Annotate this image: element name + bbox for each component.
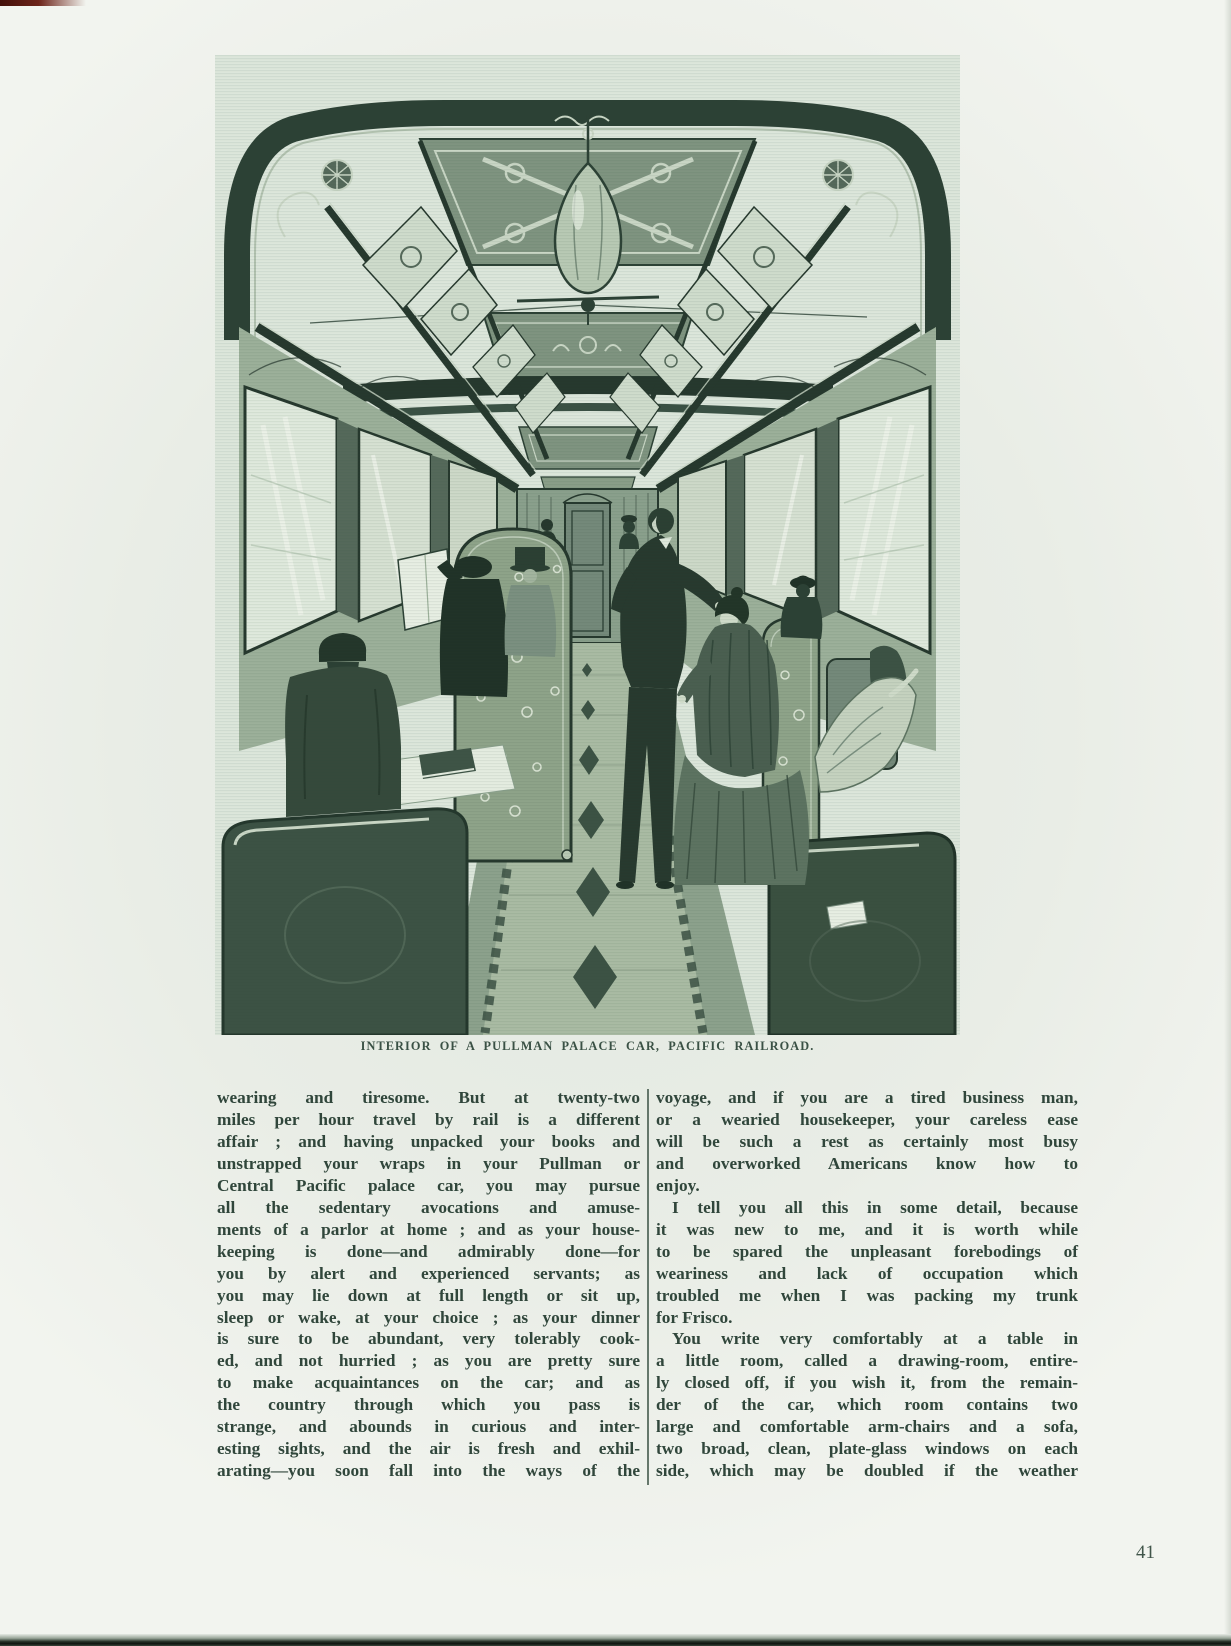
text-line: esting sights, and the air is fresh and exhil- (217, 1439, 640, 1459)
engraving-texture-overlay (215, 55, 960, 1035)
text-line: der of the car, which room contains two (656, 1395, 1078, 1415)
scan-edge-bottom (0, 1634, 1231, 1646)
text-line: arating—you soon fall into the ways of the (217, 1461, 640, 1481)
text-line: sleep or wake, at your choice ; as your dinner (217, 1307, 640, 1327)
text-line: a little room, called a drawing-room, entire- (656, 1351, 1078, 1371)
text-line: ly closed off, if you wish it, from the remain- (656, 1373, 1078, 1393)
text-line: troubled me when I was packing my trunk (656, 1285, 1078, 1305)
column-divider (647, 1089, 649, 1485)
text-line: voyage, and if you are a tired business man, (656, 1088, 1078, 1107)
text-line: weariness and lack of occupation which (656, 1263, 1078, 1283)
text-line: you by alert and experienced servants; as (217, 1263, 640, 1283)
scan-artifact-corner (0, 0, 86, 6)
text-line: to be spared the unpleasant forebodings of (656, 1241, 1078, 1261)
text-line: miles per hour travel by rail is a different (217, 1109, 640, 1129)
page-number: 41 (1136, 1542, 1155, 1563)
text-line: I tell you all this in some detail, because (672, 1197, 1078, 1217)
text-line: for Frisco. (656, 1307, 733, 1327)
text-line: the country through which you pass is (217, 1395, 640, 1415)
text-line: enjoy. (656, 1175, 700, 1195)
text-line: affair ; and having unpacked your books and (217, 1131, 640, 1151)
text-line: it was new to me, and it is worth while (656, 1219, 1078, 1239)
text-line: all the sedentary avocations and amuse- (217, 1197, 640, 1217)
text-line: unstrapped your wraps in your Pullman or (217, 1153, 640, 1173)
text-line: wearing and tiresome. But at twenty-two (217, 1088, 640, 1107)
text-line: and overworked Americans know how to (656, 1153, 1078, 1173)
text-line: is sure to be abundant, very tolerably cook- (217, 1329, 640, 1349)
text-line: keeping is done—and admirably done—for (217, 1241, 640, 1261)
text-line: side, which may be doubled if the weather (656, 1461, 1078, 1481)
text-line: two broad, clean, plate-glass windows on each (656, 1439, 1078, 1459)
text-line: or a wearied housekeeper, your careless ease (656, 1109, 1078, 1129)
illustration-caption: INTERIOR OF A PULLMAN PALACE CAR, PACIFIC RAILROAD. (360, 1039, 815, 1053)
text-line: you may lie down at full length or sit up, (217, 1285, 640, 1305)
text-line: strange, and abounds in curious and inter- (217, 1417, 640, 1437)
text-line: Central Pacific palace car, you may pursue (217, 1175, 640, 1195)
text-line: ments of a parlor at home ; and as your house- (217, 1219, 640, 1239)
text-line: ed, and not hurried ; as you are pretty sure (217, 1351, 640, 1371)
text-line: large and comfortable arm-chairs and a sofa, (656, 1417, 1078, 1437)
engraving-illustration (215, 55, 960, 1035)
text-column-right (656, 1087, 1078, 1482)
text-line: You write very comfortably at a table in (672, 1329, 1078, 1349)
text-line: will be such a rest as certainly most busy (656, 1131, 1078, 1151)
text-line: to make acquaintances on the car; and as (217, 1373, 640, 1393)
text-column-left (217, 1087, 640, 1482)
scan-edge-right (1224, 0, 1231, 1646)
